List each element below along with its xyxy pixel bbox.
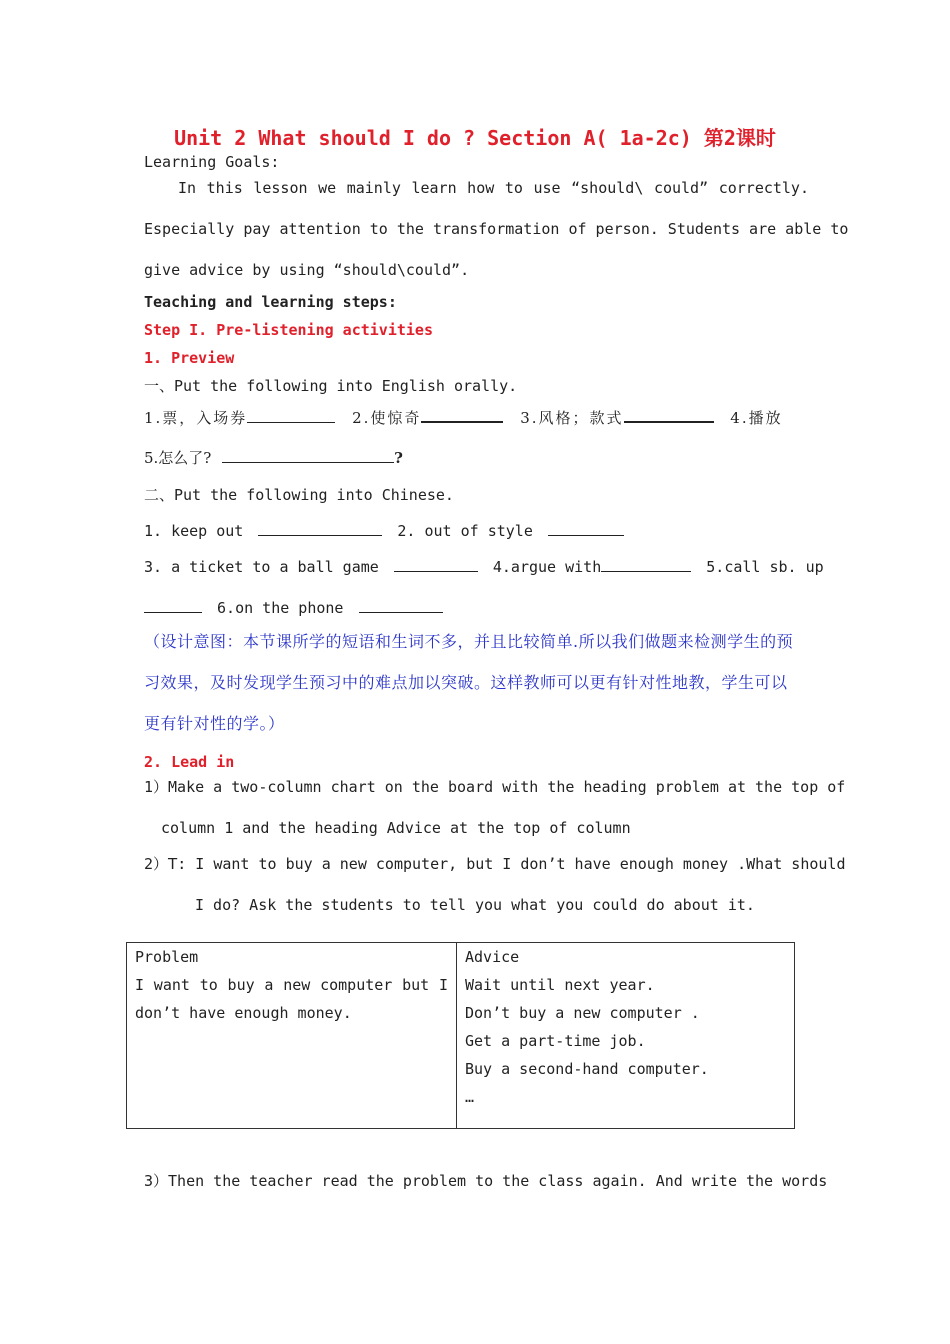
problem-advice-table (126, 942, 795, 1129)
part1-row-1 (144, 407, 809, 428)
answer-blank[interactable] (601, 557, 691, 572)
part1-item-1: 1.票，入场券 (144, 409, 248, 427)
design-note-line-1: （设计意图：本节课所学的短语和生词不多，并且比较简单.所以我们做题来检测学生的预 (144, 632, 794, 651)
part2-item-3: 3. a ticket to a ball game (144, 558, 379, 576)
learning-goals-line-1: In this lesson we mainly learn how to use “should\ could” correctly. (178, 179, 809, 197)
problem-text-line-1: I want to buy a new computer but I (135, 976, 448, 994)
part2-item-1: 1. keep out (144, 522, 244, 540)
part1-row-2 (144, 448, 809, 468)
learning-goals-line-2: Especially pay attention to the transformation of person. Students are able to (144, 220, 849, 238)
design-note-line-2: 习效果，及时发现学生预习中的难点加以突破。这样教师可以更有针对性地教，学生可以 (144, 673, 788, 692)
advice-header: Advice (465, 948, 520, 966)
design-note-line-3: 更有针对性的学。） (144, 714, 285, 733)
learning-goals-heading: Learning Goals: (144, 153, 280, 171)
lead-in-heading: 2. Lead in (144, 753, 235, 771)
step1-heading: Step I. Pre-listening activities (144, 321, 433, 339)
answer-blank[interactable] (359, 598, 443, 613)
part2-row-2 (144, 557, 824, 577)
answer-blank[interactable] (258, 521, 382, 536)
answer-blank[interactable] (222, 448, 394, 463)
problem-column (127, 943, 457, 1129)
part1-item-4: 4.播放 (730, 409, 783, 427)
advice-item: Buy a second-hand computer. (465, 1060, 709, 1078)
part2-item-2: 2. out of style (397, 522, 533, 540)
part2-item-6: 6.on the phone (217, 599, 344, 617)
advice-item: Wait until next year. (465, 976, 655, 994)
advice-column (457, 943, 795, 1129)
answer-blank[interactable] (421, 407, 503, 423)
advice-item: Don’t buy a new computer . (465, 1004, 700, 1022)
part1-instruction: 一、Put the following into English orally. (144, 377, 518, 395)
teacher-label: T (168, 855, 178, 873)
problem-header: Problem (135, 948, 199, 966)
lead-in-item-1-line-2: column 1 and the heading Advice at the top of column (161, 819, 631, 837)
part2-instruction: 二、Put the following into Chinese. (144, 486, 454, 504)
learning-goals-line-3: give advice by using “should\could”. (144, 261, 470, 279)
answer-blank[interactable] (247, 408, 335, 423)
part2-row-1 (144, 521, 809, 541)
part2-row-3 (144, 598, 809, 618)
answer-blank[interactable] (624, 407, 714, 423)
item-2-number: 2） (144, 855, 169, 873)
question-mark: ? (394, 449, 403, 467)
lead-in-item-2-line-2: I do? Ask the students to tell you what you could do about it. (195, 896, 755, 914)
advice-ellipsis: … (465, 1088, 475, 1106)
part1-item-3: 3.风格；款式 (520, 409, 624, 427)
steps-heading: Teaching and learning steps: (144, 293, 397, 311)
lead-in-item-1-line-1: 1）Make a two-column chart on the board with the heading problem at the top of (144, 778, 846, 796)
lead-in-item-3: 3）Then the teacher read the problem to the class again. And write the words (144, 1172, 828, 1190)
problem-text-line-2: don’t have enough money. (135, 1004, 352, 1022)
part2-item-4: 4.argue with (492, 558, 602, 576)
answer-blank[interactable] (144, 598, 202, 613)
page-title: Unit 2 What should I do ? Section A( 1a-2c) 第2课时 (174, 126, 776, 150)
answer-blank[interactable] (548, 521, 624, 536)
answer-blank[interactable] (394, 557, 478, 572)
part1-item-2: 2.使惊奇 (352, 409, 422, 427)
advice-item: Get a part-time job. (465, 1032, 646, 1050)
part1-item-5: 5.怎么了? (144, 449, 212, 467)
preview-heading: 1. Preview (144, 349, 235, 367)
item-2-text: : I want to buy a new computer, but I don’t have enough money .What should (177, 855, 846, 873)
lead-in-item-2-line-1 (144, 854, 846, 874)
part2-item-5: 5.call sb. up (706, 558, 824, 576)
